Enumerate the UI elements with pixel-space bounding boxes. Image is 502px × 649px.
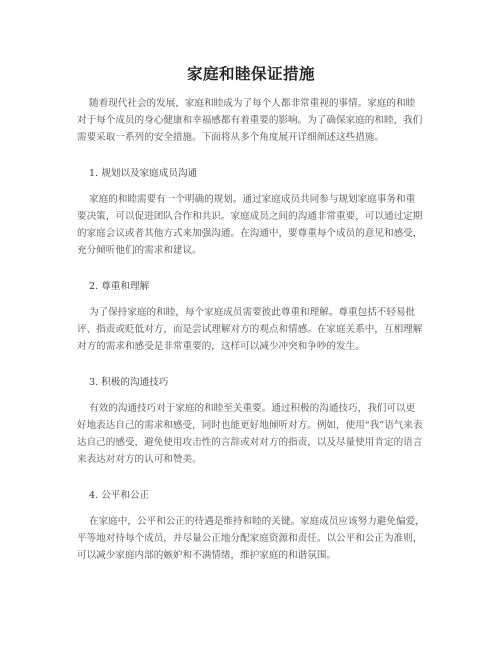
- paragraph-line: 好地表达自己的需求和感受，同时也能更好地倾听对方。例如，使用“我”语气来表: [77, 420, 423, 431]
- paragraph-line: 需要采取一系列的安全措施。下面将从多个角度展开详细阐述这些措施。: [77, 132, 384, 143]
- paragraph-line: 达自己的感受，避免使用攻击性的言辞或对对方的指责，以及尽量使用肯定的语言: [77, 437, 423, 448]
- paragraph-line: 为了保持家庭的和睦，每个家庭成员需要彼此尊重和理解。尊重包括不轻易批: [89, 307, 416, 318]
- paragraph-line: 来表达对对方的认可和赞美。: [77, 454, 202, 465]
- paragraph-line: 要决策，可以促进团队合作和共识。家庭成员之间的沟通非常重要，可以通过定期: [77, 211, 423, 222]
- paragraph-line: 充分倾听他们的需求和建议。: [77, 245, 202, 256]
- paragraph-line: 对方的需求和感受是非常重要的，这样可以减少冲突和争吵的发生。: [77, 341, 365, 352]
- paragraph-line: 对于每个成员的身心健康和幸福感都有着重要的影响。为了确保家庭的和睦，我们: [77, 115, 423, 126]
- section-heading-2: 2. 尊重和理解: [89, 281, 150, 292]
- document-title: 家庭和睦保证措施: [186, 64, 315, 83]
- paragraph-line: 家庭的和睦需要有一个明确的规划。通过家庭成员共同参与规划家庭事务和重: [89, 194, 416, 205]
- section-paragraph-2: [77, 304, 437, 355]
- paragraph-line: 有效的沟通技巧对于家庭的和睦至关重要。通过积极的沟通技巧，我们可以更: [89, 403, 416, 414]
- section-heading-4: 4. 公平和公正: [89, 490, 150, 501]
- section-paragraph-3: [77, 400, 437, 468]
- paragraph-line: 随着现代社会的发展，家庭和睦成为了每个人都非常重视的事情。家庭的和睦: [89, 98, 416, 109]
- paragraph-line: 在家庭中，公平和公正的待遇是维持和睦的关键。家庭成员应该努力避免偏爱，: [89, 516, 425, 527]
- paragraph-line: 平等地对待每个成员，并尽量公正地分配家庭资源和责任。以公平和公正为准则，: [77, 533, 423, 544]
- section-paragraph-1: [77, 191, 437, 259]
- section-heading-3: 3. 积极的沟通技巧: [89, 377, 169, 388]
- section-paragraph-4: [77, 513, 437, 564]
- section-heading-1: 1. 规划以及家庭成员沟通: [89, 168, 198, 179]
- paragraph-line: 的家庭会议或者其他方式来加强沟通。在沟通中，要尊重每个成员的意见和感受，: [77, 228, 423, 239]
- paragraph-line: 可以减少家庭内部的嫉妒和不满情绪，维护家庭的和谐氛围。: [77, 550, 337, 561]
- intro-paragraph: [77, 95, 437, 146]
- paragraph-line: 评、指责或贬低对方，而是尝试理解对方的观点和情感。在家庭关系中，互相理解: [77, 324, 423, 335]
